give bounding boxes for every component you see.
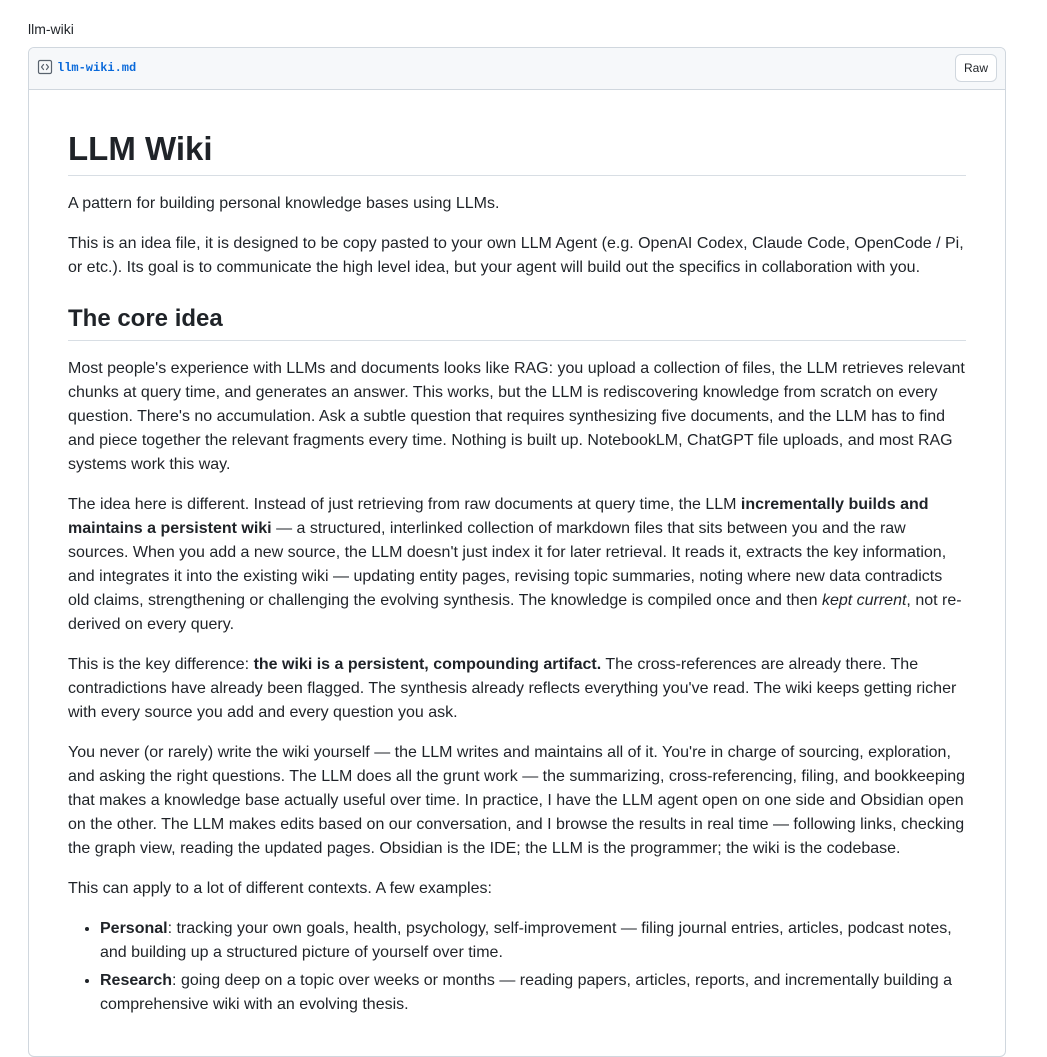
wiki-idea-text-1: The idea here is different. Instead of just retrieving from raw documents at query time, the LLM [68,496,741,513]
wiki-idea-bold: incrementally builds and maintains a persistent wiki [68,496,929,537]
intro-paragraph: A pattern for building personal knowledge bases using LLMs. [68,195,500,212]
file-header [29,48,1005,90]
section-heading-core-idea: The core idea [68,304,966,341]
wiki-idea-paragraph [68,493,966,637]
document-title: LLM Wiki [68,129,966,176]
wiki-idea-text-2: — a structured, interlinked collection of markdown files that sits between you and the raw sources. When you add a new source, the LLM doesn't just index it for later retrieval. It reads it, extracts the key information, and integrates it into the existing wiki — updating entity pages, revising topic summaries, noting where new data contradicts old claims, strengthening or challenging the evolving synthesis. The knowledge is compiled once and then [68,520,947,609]
example-label: Personal [100,920,168,937]
code-file-icon [37,59,53,75]
file-name-link[interactable]: llm-wiki.md [57,61,137,75]
examples-list [68,917,966,1017]
gist-title: llm-wiki [28,21,74,37]
key-difference-text-1: This is the key difference: [68,656,254,673]
key-difference-bold: the wiki is a persistent, compounding artifact. [253,656,602,673]
example-text: : tracking your own goals, health, psychology, self-improvement — filing journal entries, articles, podcast notes, and building up a structured picture of yourself over time. [100,920,952,961]
contexts-paragraph: This can apply to a lot of different contexts. A few examples: [68,880,492,897]
workflow-paragraph: You never (or rarely) write the wiki yourself — the LLM writes and maintains all of it. You're in charge of sourcing, exploration, and asking the right questions. The LLM does all the grunt work — the summarizing, cross-referencing, filing, and bookkeeping that makes a knowledge base actually useful over time. In practice, I have the LLM agent open on one side and Obsidian open on the other. The LLM makes edits based on our conversation, and I browse the results in real time — following links, checking the graph view, reading the updated pages. Obsidian is the IDE; the LLM is the programmer; the wiki is the codebase. [68,744,966,857]
wiki-idea-italic: kept current [821,592,907,609]
file-box [28,47,1006,1057]
key-difference-paragraph [68,653,966,725]
idea-file-paragraph: This is an idea file, it is designed to be copy pasted to your own LLM Agent (e.g. OpenAI Codex, Claude Code, OpenCode / Pi, or etc.). Its goal is to communicate the high level idea, but your agent will build out the specifics in collaboration with you. [68,235,964,276]
wiki-idea-text-3: , not re-derived on every query. [68,592,962,633]
example-label: Research [100,972,173,989]
rag-paragraph: Most people's experience with LLMs and documents looks like RAG: you upload a collection of files, the LLM retrieves relevant chunks at query time, and generates an answer. This works, but the LLM is rediscovering knowledge from scratch on every question. There's no accumulation. Ask a subtle question that requires synthesizing five documents, and the LLM has to find and piece together the relevant fragments every time. Nothing is built up. NotebookLM, ChatGPT file uploads, and most RAG systems work this way. [68,360,965,473]
list-item [100,969,966,1017]
key-difference-text-2: The cross-references are already there. The contradictions have already been flagged. The synthesis already reflects everything you've read. The wiki keeps getting richer with every source you add and every question you ask. [68,656,957,721]
markdown-body [29,90,1005,1017]
list-item [100,917,966,965]
example-text: : going deep on a topic over weeks or months — reading papers, articles, reports, and incrementally building a comprehensive wiki with an evolving thesis. [100,972,953,1013]
raw-button[interactable]: Raw [955,54,997,82]
